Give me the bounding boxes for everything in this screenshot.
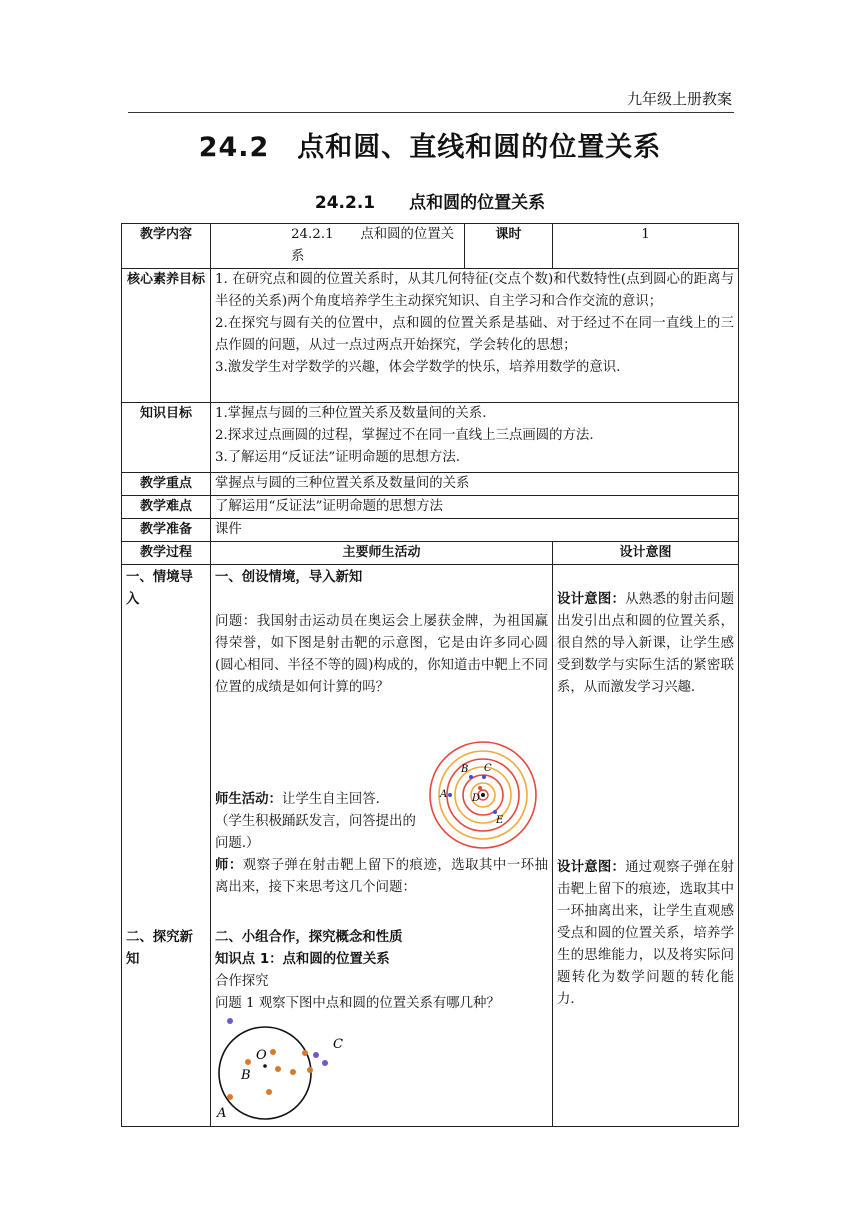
stage1-heading: 一、创设情境，导入新知 [215,570,363,585]
value-content: 24.2.1 点和圆的位置关系 [211,224,465,269]
header-process: 教学过程 [122,542,211,565]
process-stages [122,565,211,1127]
design-text: 通过观察子弹在射击靶上留下的痕迹，选取其中一环抽离出来，让学生直观感受点和圆的位置关系，培养学生的思维能力，以及将实际问题转化为数学问题的转化能力. [557,860,735,1007]
value-prep: 课件 [211,519,739,542]
row-process-header [122,542,739,565]
value-key: 掌握点与圆的三种位置关系及数量间的关系 [211,473,739,496]
circle-label-c: C [333,1037,343,1052]
header-title: 九年级上册教案 [626,90,732,108]
value-knowledge [211,403,739,473]
row-process [122,565,739,1127]
page-title: 24.2 点和圆、直线和圆的位置关系 [198,132,662,163]
label-content: 教学内容 [122,224,211,269]
stage2-label: 二、探究新知 [126,930,193,967]
activity-text: 让学生自主回答. [281,792,380,807]
stage2-knowledge-point: 知识点 1：点和圆的位置关系 [215,952,390,967]
knowledge-item: 1.掌握点与圆的三种位置关系及数量间的关系. [215,406,487,421]
design-label: 设计意图： [557,860,626,875]
stage2-coop: 合作探究 [215,974,269,989]
target-label-b: B [461,764,469,775]
activity-note: （学生积极踊跃发言，问答提出的问题.） [215,814,416,851]
point-circle-figure [215,1017,355,1125]
teacher-label: 师： [215,858,243,873]
design-label: 设计意图： [557,592,626,607]
value-difficult: 了解运用“反证法”证明命题的思想方法 [211,496,739,519]
label-core: 核心素养目标 [122,269,211,403]
design-text: 从熟悉的射击问题出发引出点和圆的位置关系，很自然的导入新课，让学生感受到数学与实际生活的紧密联系，从而激发学习兴趣. [557,592,735,695]
activity-label: 师生活动： [215,792,282,807]
row-prep [122,519,739,542]
stage2-design [557,857,734,1011]
row-content [122,224,739,269]
row-difficult [122,496,739,519]
target-label-a: A [440,789,448,800]
core-item: 2.在探究与圆有关的位置中，点和圆的位置关系是基础、对于经过不在同一直线上的三点作圆的问题，从过一点过两点开始探究，学会转化的思想； [215,316,734,353]
header-rule [128,112,734,113]
stage1-activity [215,789,425,855]
label-key: 教学重点 [122,473,211,496]
shooting-target-figure [427,739,539,851]
label-hours: 课时 [465,224,553,269]
process-design [553,565,739,1127]
process-activities [211,565,553,1127]
circle-label-o: O [256,1048,267,1063]
row-knowledge [122,403,739,473]
section-subtitle: 24.2.1 点和圆的位置关系 [314,193,546,213]
teacher-text: 观察子弹在射击靶上留下的痕迹，选取其中一环抽离出来，接下来思考这几个问题： [215,858,549,895]
target-label-e: E [496,815,504,826]
stage1-design [557,589,734,699]
row-core [122,269,739,403]
core-item: 3.激发学生对学数学的兴趣，体会学数学的快乐，培养用数学的意识. [215,360,621,375]
core-item: 1. 在研究点和圆的位置关系时，从其几何特征(交点个数)和代数特性(点到圆心的距离与半径的关系)两个角度培养学生主动探究知识、自主学习和合作交流的意识； [215,272,734,309]
row-key [122,473,739,496]
stage1-question: 问题：我国射击运动员在奥运会上屡获金牌，为祖国赢得荣誉，如下图是射击靶的示意图，它是由许多同心圆 (圆心相同、半径不等的圆)构成的，你知道击中靶上不同位置的成绩是如何计算的吗？ [215,614,548,695]
knowledge-item: 3.了解运用“反证法”证明命题的思想方法. [215,450,460,465]
knowledge-item: 2.探求过点画圆的过程，掌握过不在同一直线上三点画圆的方法. [215,428,594,443]
circle-label-a: A [217,1106,227,1121]
stage2-question: 问题 1 观察下图中点和圆的位置关系有哪几种？ [215,996,500,1011]
label-knowledge: 知识目标 [122,403,211,473]
label-prep: 教学准备 [122,519,211,542]
stage1-teacher [215,855,548,899]
label-difficult: 教学难点 [122,496,211,519]
circle-label-b: B [241,1068,251,1083]
lesson-plan-table [121,223,739,1127]
value-hours: 1 [553,224,739,269]
target-label-d: D [472,793,481,804]
header-activity: 主要师生活动 [211,542,553,565]
target-label-c: C [484,763,492,774]
header-design: 设计意图 [553,542,739,565]
value-core [211,269,739,403]
stage2-heading: 二、小组合作，探究概念和性质 [215,930,403,945]
stage1-label: 一、情境导入 [126,570,193,607]
